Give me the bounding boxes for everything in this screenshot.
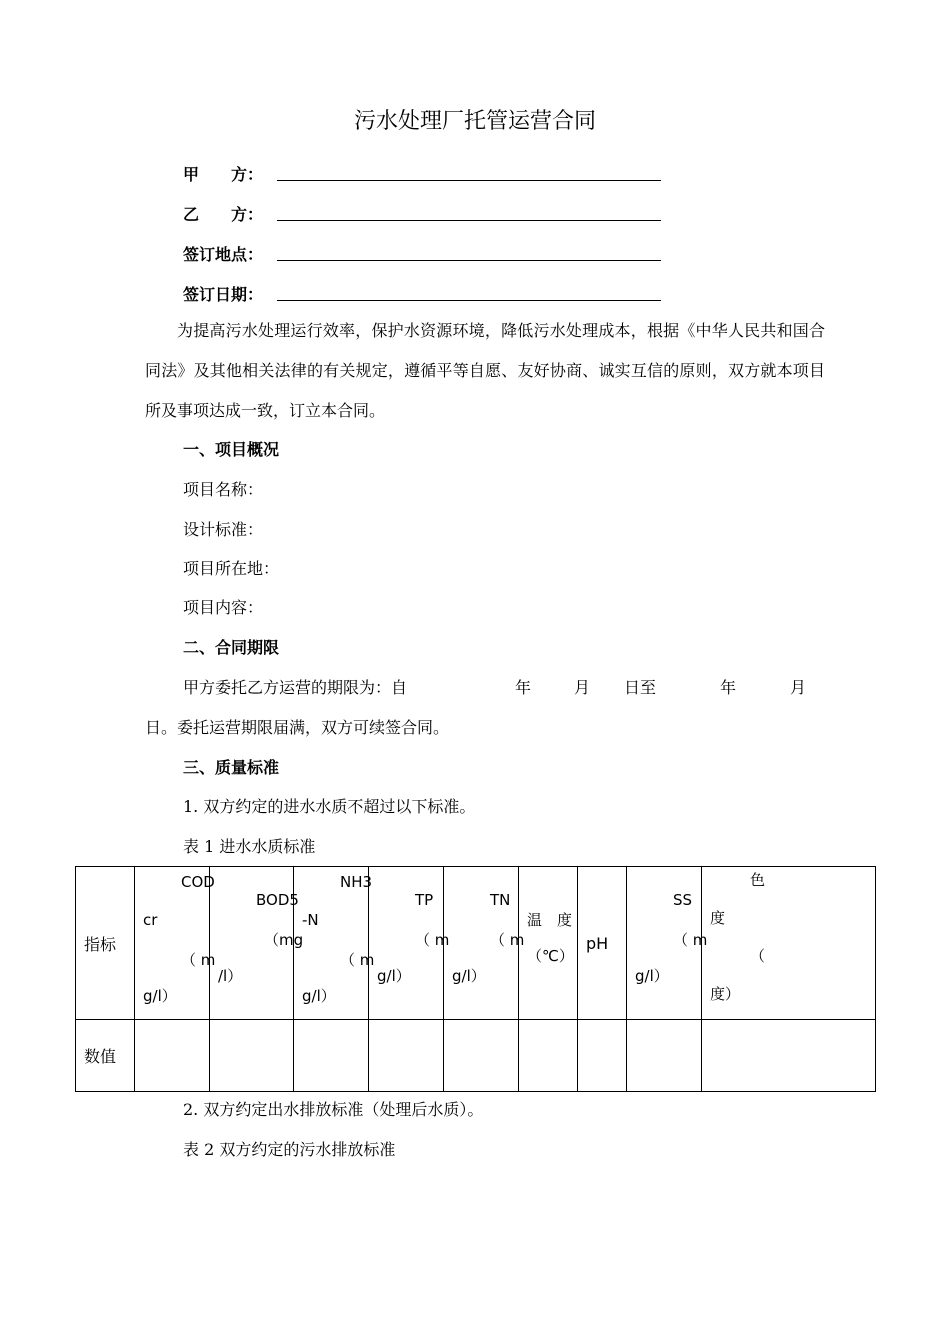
cod-label: COD xyxy=(181,873,215,891)
temperature-unit: （℃） xyxy=(527,947,574,965)
value-cell-ph xyxy=(578,1020,627,1092)
tn-unit-a: （ m xyxy=(490,931,525,949)
color-label-a: 色 xyxy=(750,871,766,889)
value-cell-temperature xyxy=(519,1020,578,1092)
intro-text: 为提高污水处理运行效率，保护水资源环境，降低污水处理成本，根据《中华人民共和国合同法》及其他相关法律的有关规定，遵循平等自愿、友好协商、诚实互信的原则，双方就本项目所及事项达成一致，订立本合同。 xyxy=(145,321,825,420)
header-temperature xyxy=(519,867,578,1020)
value-cell-cod xyxy=(135,1020,210,1092)
cod-unit-b: g/l） xyxy=(143,987,177,1005)
indicator-label: 指标 xyxy=(84,934,117,954)
table2-caption: 表 2 双方约定的污水排放标准 xyxy=(183,1140,396,1159)
cod-sub: cr xyxy=(143,911,158,929)
header-indicator xyxy=(76,867,135,1020)
value-cell-nh3 xyxy=(294,1020,369,1092)
tn-unit-b: g/l） xyxy=(452,967,486,985)
nh3-unit-a: （ m xyxy=(340,951,375,969)
term-year1: 年 xyxy=(515,678,532,697)
table1-caption: 表 1 进水水质标准 xyxy=(183,837,316,856)
document-title: 污水处理厂托管运营合同 xyxy=(353,109,596,134)
design-standard-label: 设计标准： xyxy=(183,520,264,539)
header-bod xyxy=(210,867,304,1020)
tp-unit-a: （ m xyxy=(415,931,450,949)
signing-place-label: 签订地点： xyxy=(183,245,264,264)
signing-place-underline xyxy=(277,260,661,261)
section2-heading: 二、合同期限 xyxy=(183,638,280,657)
term-year2: 年 xyxy=(720,678,737,697)
temperature-label: 温 度 xyxy=(527,911,573,929)
term-month1: 月 xyxy=(574,678,591,697)
term-month2: 月 xyxy=(790,678,807,697)
value-cell-color xyxy=(702,1020,876,1092)
party-a-underline xyxy=(277,180,661,181)
tn-label: TN xyxy=(490,891,511,909)
bod-unit-b: /l） xyxy=(218,967,243,985)
bod-label: BOD5 xyxy=(256,891,299,909)
color-unit-b: 度） xyxy=(710,985,741,1003)
color-label-b: 度 xyxy=(710,909,726,927)
header-color xyxy=(702,867,876,1020)
ss-label: SS xyxy=(673,891,693,909)
header-ss xyxy=(627,867,708,1020)
nh3-label: NH3 xyxy=(340,873,373,891)
header-cod xyxy=(135,867,216,1020)
inflow-quality-table xyxy=(75,866,876,1092)
party-b-underline xyxy=(277,220,661,221)
header-ph xyxy=(578,867,627,1020)
ss-unit-a: （ m xyxy=(673,931,708,949)
tp-label: TP xyxy=(415,891,434,909)
value-cell-tp xyxy=(369,1020,444,1092)
signing-date-label: 签订日期： xyxy=(183,285,264,304)
project-name-label: 项目名称： xyxy=(183,480,264,499)
outflow-standard-item: 2. 双方约定出水排放标准（处理后水质）。 xyxy=(183,1100,484,1119)
value-row-label-cell xyxy=(76,1020,135,1092)
ss-unit-b: g/l） xyxy=(635,967,669,985)
nh3-sub: -N xyxy=(302,911,319,929)
value-cell-tn xyxy=(444,1020,519,1092)
header-nh3 xyxy=(294,867,375,1020)
section1-heading: 一、项目概况 xyxy=(183,440,280,459)
table-header-row xyxy=(76,867,876,1020)
inflow-standard-item: 1. 双方约定的进水水质不超过以下标准。 xyxy=(183,797,476,816)
header-tn xyxy=(444,867,525,1020)
color-unit-a: （ xyxy=(750,947,766,965)
signing-date-underline xyxy=(277,300,661,301)
ph-label: pH xyxy=(586,933,609,953)
term-line2: 日。委托运营期限届满，双方可续签合同。 xyxy=(145,718,450,737)
party-a-label: 甲 方： xyxy=(183,165,264,184)
intro-paragraph xyxy=(145,311,825,431)
term-day-to: 日至 xyxy=(624,678,657,697)
table-value-row xyxy=(76,1020,876,1092)
value-cell-ss xyxy=(627,1020,702,1092)
value-row-label: 数值 xyxy=(84,1047,117,1066)
section3-heading: 三、质量标准 xyxy=(183,758,280,777)
cod-unit-a: （ m xyxy=(181,951,216,969)
project-content-label: 项目内容： xyxy=(183,598,264,617)
value-cell-bod xyxy=(210,1020,294,1092)
party-b-label: 乙 方： xyxy=(183,205,264,224)
nh3-unit-b: g/l） xyxy=(302,987,336,1005)
term-line1-prefix: 甲方委托乙方运营的期限为：自 xyxy=(183,678,408,697)
tp-unit-b: g/l） xyxy=(377,967,411,985)
header-tp xyxy=(369,867,450,1020)
project-location-label: 项目所在地： xyxy=(183,559,280,578)
bod-unit-a: （mg xyxy=(264,931,304,949)
